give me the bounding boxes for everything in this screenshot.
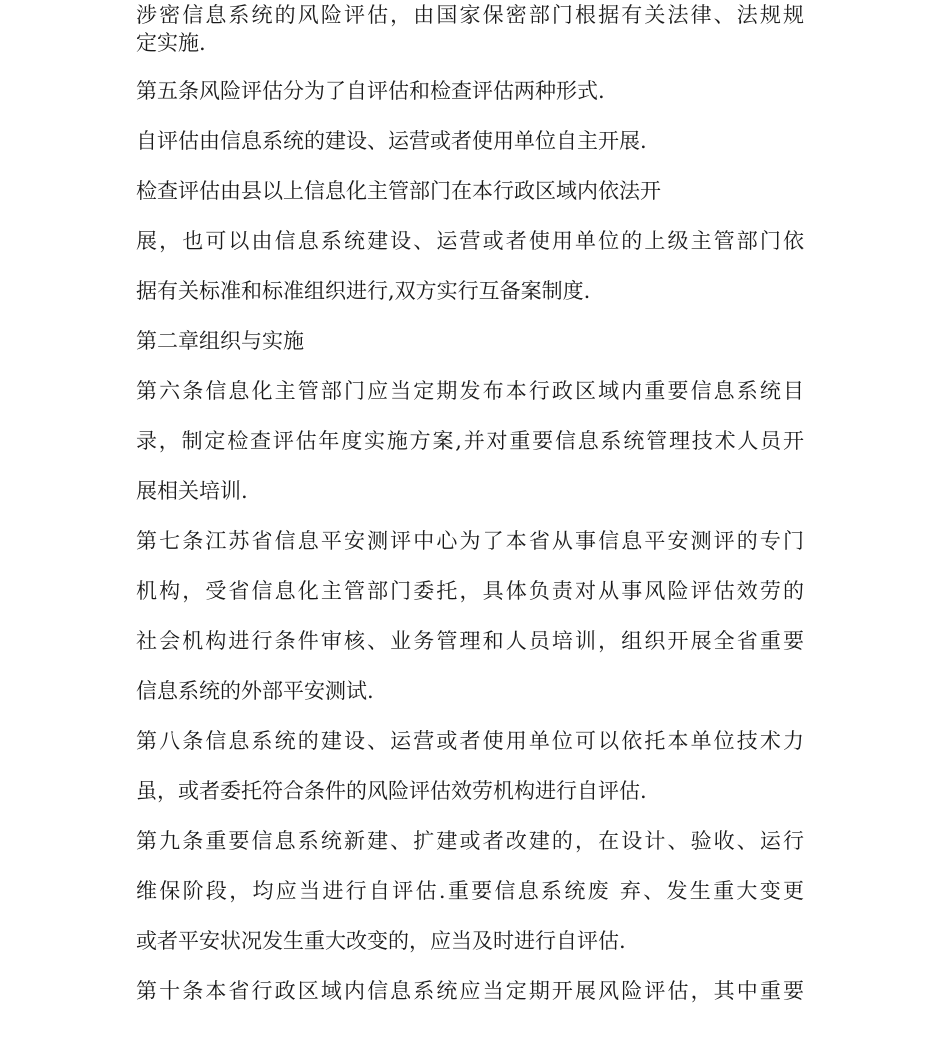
text-line-9: 第六条信息化主管部门应当定期发布本行政区域内重要信息系统目 — [136, 379, 804, 403]
text-line-4: 自评估由信息系统的建设、运营或者使用单位自主开展. — [136, 129, 647, 153]
text-line-13: 机构，受省信息化主管部门委托，具体负责对从事风险评估效劳的 — [136, 579, 804, 603]
text-line-1: 涉密信息系统的风险评估，由国家保密部门根据有关法律、法规规 — [136, 3, 804, 27]
text-line-5: 检查评估由县以上信息化主管部门在本行政区域内依法开 — [136, 179, 661, 203]
chapter-heading: 第二章组织与实施 — [136, 329, 304, 353]
text-line-17: 虽，或者委托符合条件的风险评估效劳机构进行自评估. — [136, 779, 647, 803]
text-line-10: 录，制定检查评估年度实施方案,并对重要信息系统管理技术人员开 — [136, 429, 804, 453]
text-line-19: 维保阶段，均应当进行自评估.重要信息系统废 弃、发生重大变更 — [136, 879, 804, 903]
text-line-20: 或者平安状况发生重大改变的，应当及时进行自评估. — [136, 929, 626, 953]
text-line-14: 社会机构进行条件审核、业务管理和人员培训，组织开展全省重要 — [136, 629, 804, 653]
text-line-16: 第八条信息系统的建设、运营或者使用单位可以依托本单位技术力 — [136, 729, 804, 753]
text-line-18: 第九条重要信息系统新建、扩建或者改建的，在设计、验收、运行 — [136, 829, 804, 853]
text-line-7: 据有关标准和标准组织进行,双方实行互备案制度. — [136, 279, 591, 303]
text-line-15: 信息系统的外部平安测试. — [136, 679, 374, 703]
text-line-2: 定实施. — [136, 31, 206, 55]
text-line-3: 第五条风险评估分为了自评估和检查评估两种形式. — [136, 79, 605, 103]
text-line-12: 第七条江苏省信息平安测评中心为了本省从事信息平安测评的专门 — [136, 529, 804, 553]
text-line-11: 展相关培训. — [136, 479, 248, 503]
text-line-21: 第十条本省行政区域内信息系统应当定期开展风险评估，其中重要 — [136, 979, 804, 1003]
text-line-6: 展，也可以由信息系统建设、运营或者使用单位的上级主管部门依 — [136, 229, 804, 253]
